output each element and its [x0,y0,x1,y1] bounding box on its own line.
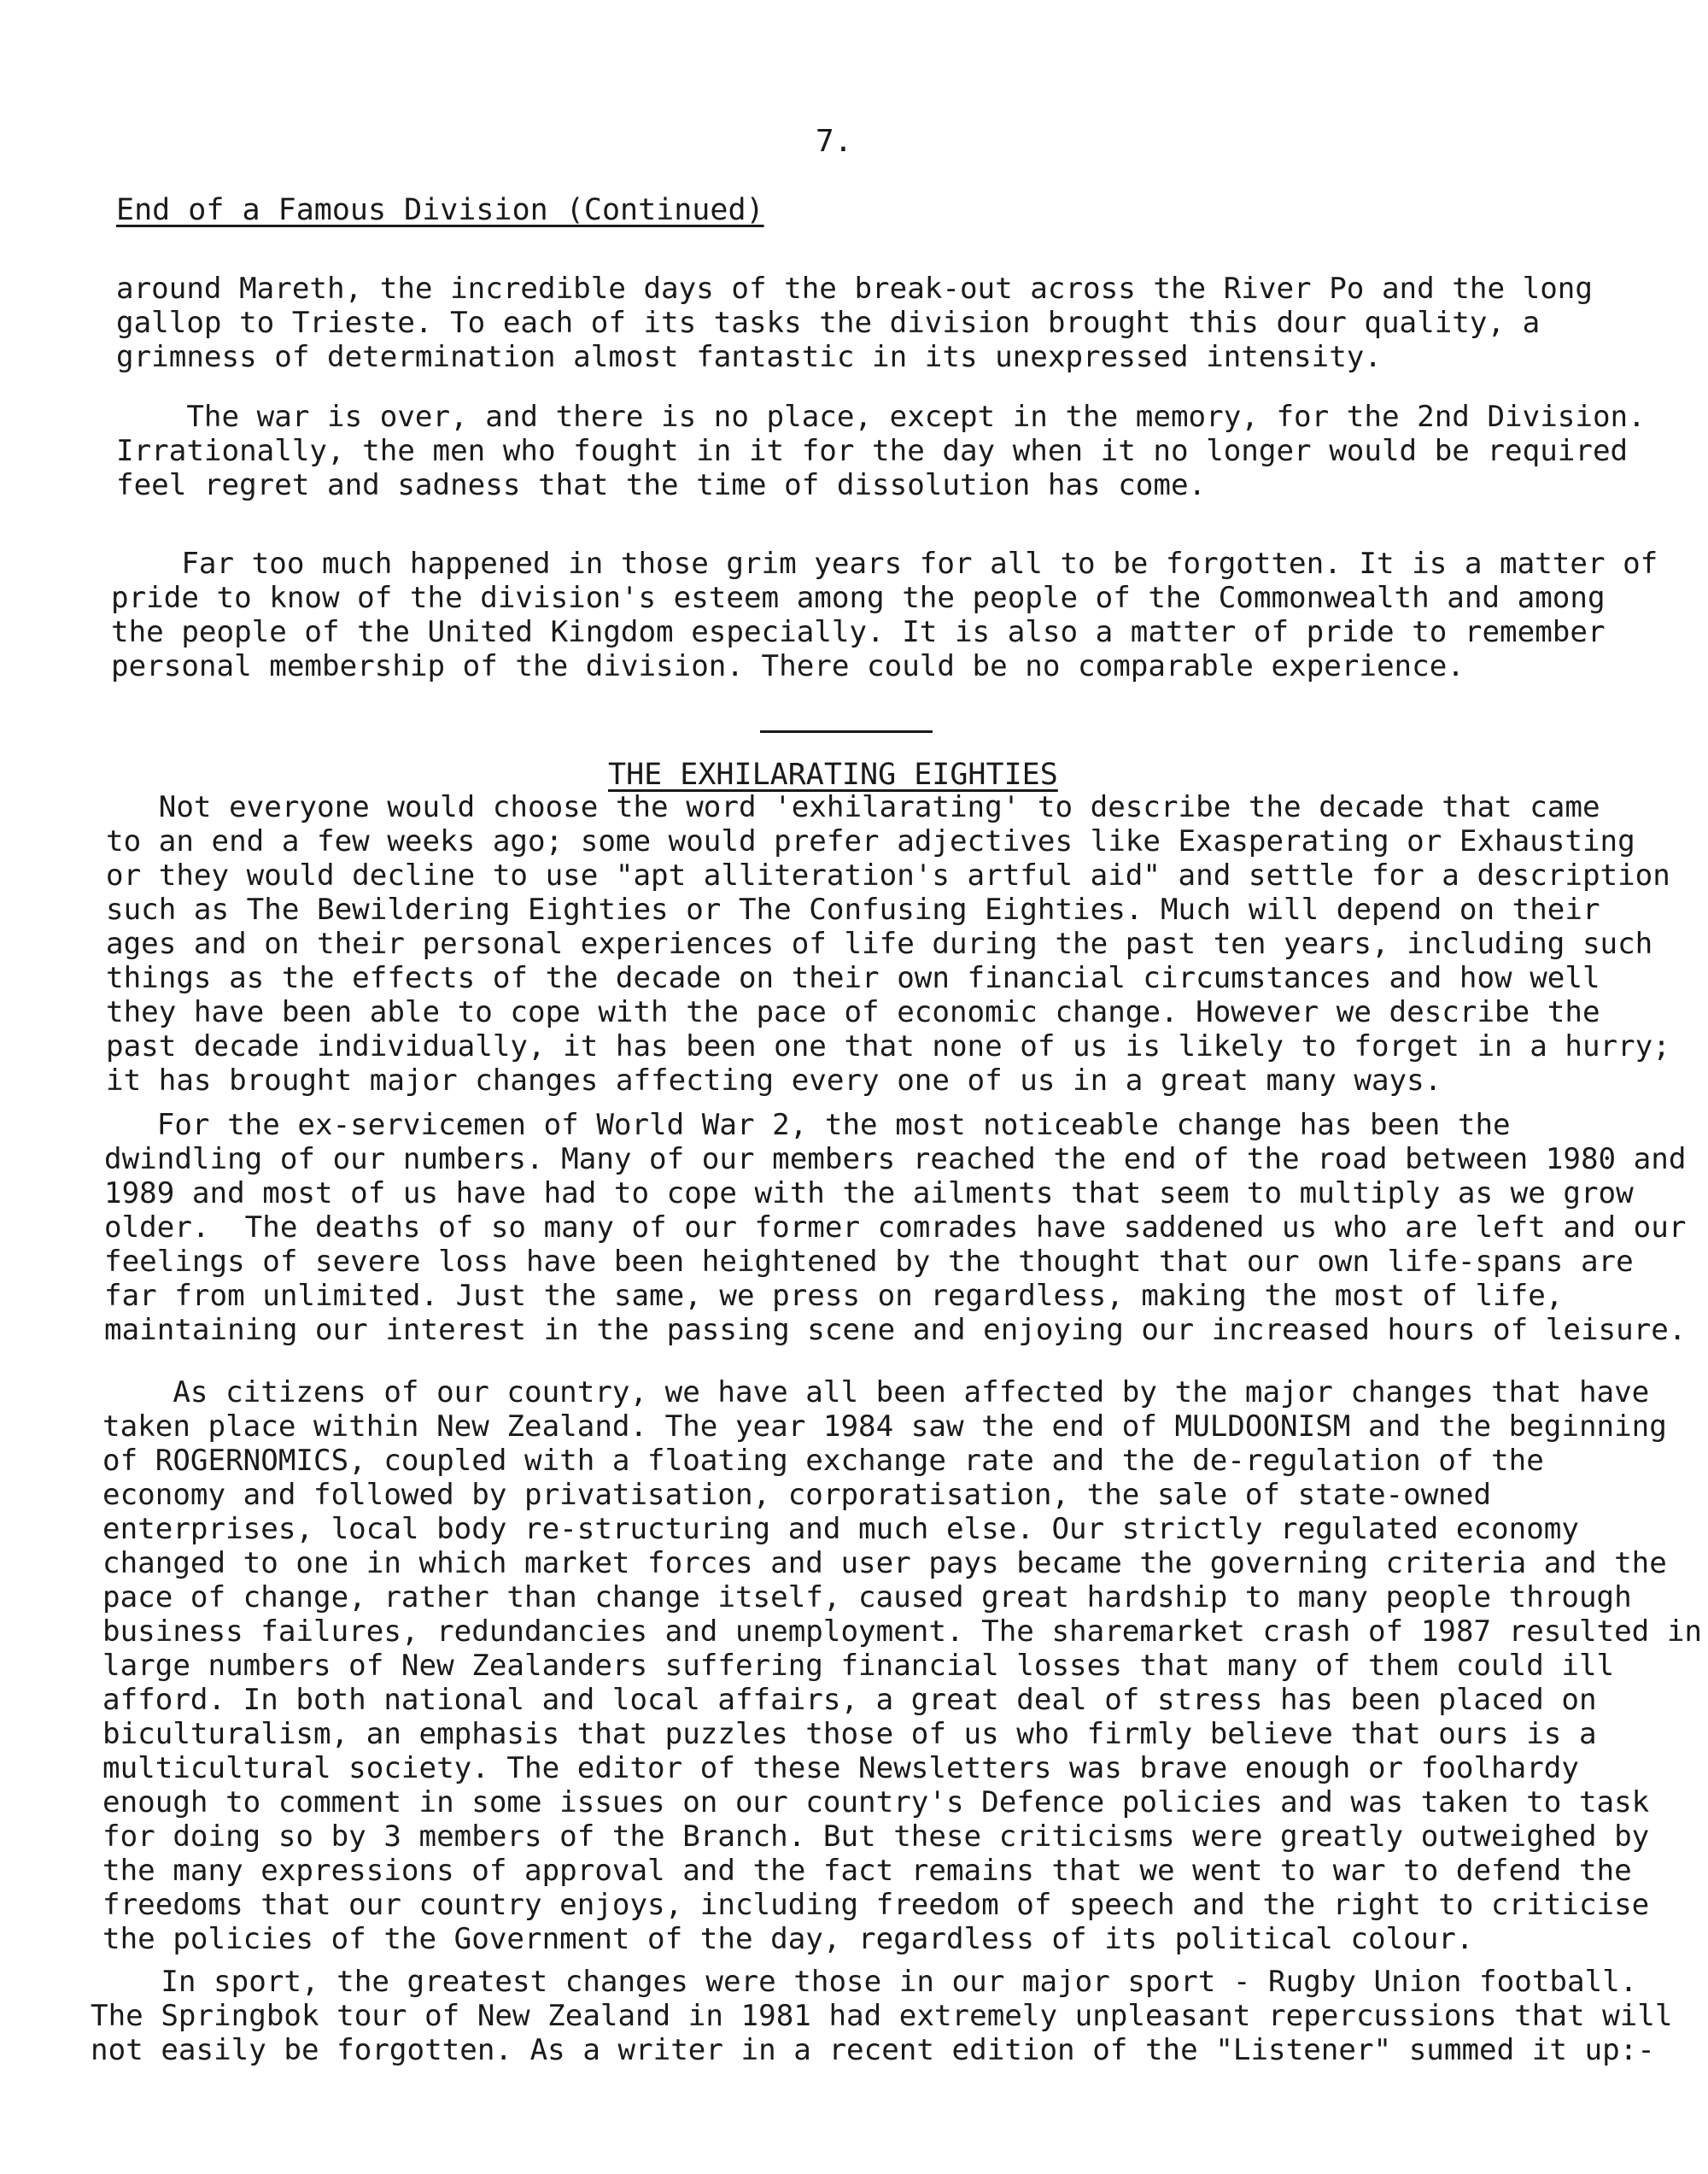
text-line: The Springbok tour of New Zealand in 1981 had extremely unpleasant repercussions that will [91,1999,1673,2033]
text-line: past decade individually, it has been one that none of us is likely to forget in a hurry; [106,1029,1670,1064]
text-line: the policies of the Government of the day, regardless of its political colour. [102,1922,1474,1956]
section-heading-eighties: THE EXHILARATING EIGHTIES [608,758,1058,792]
paragraph [106,790,1670,1098]
text-line: pride to know of the division's esteem among the people of the Commonwealth and among [111,581,1606,615]
text-line: far from unlimited. Just the same, we press on regardless, making the most of life, [104,1279,1564,1313]
text-line: taken place within New Zealand. The year 1984 saw the end of MULDOONISM and the beginning [102,1409,1667,1444]
paragraph [104,1108,1686,1347]
text-line: around Mareth, the incredible days of the break-out across the River Po and the long [116,272,1593,306]
text-line: it has brought major changes affecting every one of us in a great many ways. [106,1064,1442,1098]
text-line: older. The deaths of so many of our former comrades have saddened us who are left and our [104,1210,1687,1245]
text-line: enterprises, local body re-structuring and much else. Our strictly regulated economy [102,1512,1579,1546]
text-line: dwindling of our numbers. Many of our members reached the end of the road between 1980 and [104,1142,1687,1176]
text-line: the many expressions of approval and the fact remains that we went to war to defend the [102,1854,1632,1888]
text-line: ages and on their personal experiences of life during the past ten years, including such [106,927,1653,961]
text-line: not easily be forgotten. As a writer in a recent edition of the "Listener" summed it up:- [91,2033,1655,2067]
text-line: such as The Bewildering Eighties or The Confusing Eighties. Much will depend on their [106,893,1600,927]
section-divider [760,730,933,733]
text-line: afford. In both national and local affairs, a great deal of stress has been placed on [102,1683,1597,1717]
text-line: for doing so by 3 members of the Branch. But these criticisms were greatly outweighed by [102,1819,1650,1854]
paragraph [111,547,1658,683]
text-line: Not everyone would choose the word 'exhilarating' to describe the decade that came [106,790,1600,824]
text-line: For the ex-servicemen of World War 2, the most noticeable change has been the [104,1108,1511,1142]
text-line: or they would decline to use "apt alliteration's artful aid" and settle for a description [106,858,1670,893]
text-line: grimness of determination almost fantastic in its unexpressed intensity. [116,340,1382,374]
text-line: gallop to Trieste. To each of its tasks the division brought this dour quality, a [116,306,1541,340]
paragraph [116,272,1593,374]
text-line: freedoms that our country enjoys, including freedom of speech and the right to criticise [102,1888,1650,1922]
page-number: 7. [816,124,853,159]
paragraph [102,1375,1702,1956]
text-line: maintaining our interest in the passing scene and enjoying our increased hours of leisure. [104,1313,1687,1347]
text-line: business failures, redundancies and unemployment. The sharemarket crash of 1987 resulted in [102,1614,1703,1649]
text-line: Irrationally, the men who fought in it for the day when it no longer would be required [116,434,1629,468]
text-line: things as the effects of the decade on their own financial circumstances and how well [106,961,1600,995]
text-line: they have been able to cope with the pace of economic change. However we describe the [106,995,1600,1029]
section-heading-continued: End of a Famous Division (Continued) [116,193,764,227]
text-line: personal membership of the division. There could be no comparable experience. [111,649,1465,683]
text-line: As citizens of our country, we have all been affected by the major changes that have [102,1375,1650,1409]
text-line: The war is over, and there is no place, except in the memory, for the 2nd Division. [116,400,1646,434]
paragraph [116,400,1646,502]
text-line: multicultural society. The editor of these Newsletters was brave enough or foolhardy [102,1751,1579,1785]
text-line: In sport, the greatest changes were those in our major sport - Rugby Union football. [91,1965,1638,1999]
text-line: large numbers of New Zealanders suffering financial losses that many of them could ill [102,1649,1615,1683]
text-line: changed to one in which market forces and user pays became the governing criteria and the [102,1546,1667,1580]
text-line: feel regret and sadness that the time of dissolution has come. [116,468,1207,502]
text-line: biculturalism, an emphasis that puzzles those of us who firmly believe that ours is a [102,1717,1597,1751]
text-line: enough to comment in some issues on our country's Defence policies and was taken to task [102,1785,1650,1819]
text-line: the people of the United Kingdom especially. It is also a matter of pride to remember [111,615,1606,649]
text-line: to an end a few weeks ago; some would prefer adjectives like Exasperating or Exhausting [106,824,1635,858]
text-line: economy and followed by privatisation, corporatisation, the sale of state-owned [102,1478,1492,1512]
text-line: 1989 and most of us have had to cope with the ailments that seem to multiply as we grow [104,1176,1634,1210]
text-line: Far too much happened in those grim years for all to be forgotten. It is a matter of [111,547,1658,581]
text-line: feelings of severe loss have been heightened by the thought that our own life-spans are [104,1245,1634,1279]
text-line: of ROGERNOMICS, coupled with a floating exchange rate and the de-regulation of the [102,1444,1544,1478]
paragraph [91,1965,1672,2067]
text-line: pace of change, rather than change itself, caused great hardship to many people through [102,1580,1632,1614]
